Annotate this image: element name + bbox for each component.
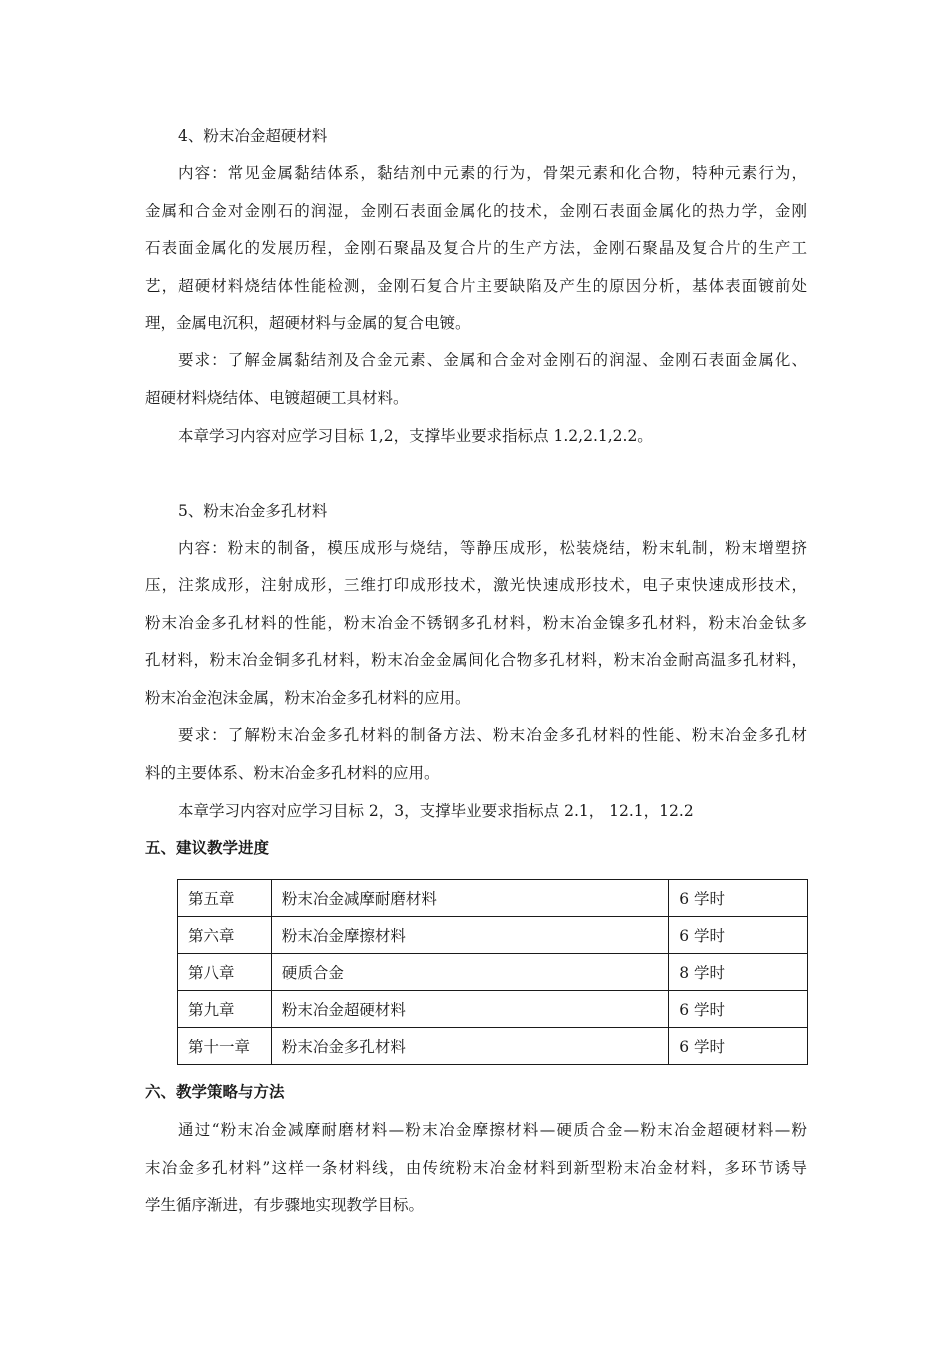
chapter-cell: 第六章 [178,917,272,954]
section4-content-line: 石表面金属化的发展历程，金刚石聚晶及复合片的生产方法，金刚石聚晶及复合片的生产工 [145,239,807,257]
section5-content-line: 压，注浆成形，注射成形，三维打印成形技术，激光快速成形技术，电子束快速成形技术， [145,576,807,594]
section5-objective: 本章学习内容对应学习目标 2，3，支撑毕业要求指标点 2.1， 12.1，12.2 [178,802,694,820]
chapter-cell: 第五章 [178,880,272,917]
heading-teaching-strategy: 六、教学策略与方法 [145,1082,285,1101]
hours-cell: 6 学时 [669,917,808,954]
schedule-table [177,879,808,1065]
chapter-cell: 第九章 [178,991,272,1028]
section4-objective: 本章学习内容对应学习目标 1,2，支撑毕业要求指标点 1.2,2.1,2.2。 [178,427,653,445]
section4-content-line: 金属和合金对金刚石的润湿，金刚石表面金属化的技术，金刚石表面金属化的热力学，金刚 [145,202,807,220]
table-row [178,1028,808,1065]
section5-requirement-line: 要求：了解粉末冶金多孔材料的制备方法、粉末冶金多孔材料的性能、粉末冶金多孔材 [178,726,807,744]
hours-cell: 6 学时 [669,1028,808,1065]
section5-title: 5、粉末冶金多孔材料 [178,502,328,520]
table-row [178,991,808,1028]
topic-cell: 硬质合金 [271,954,668,991]
chapter-cell: 第十一章 [178,1028,272,1065]
section5-content-line: 内容：粉末的制备，模压成形与烧结，等静压成形，松装烧结，粉末轧制，粉末增塑挤 [178,539,807,557]
section5-requirement-line: 料的主要体系、粉末冶金多孔材料的应用。 [145,764,440,782]
section4-content-line: 理，金属电沉积，超硬材料与金属的复合电镀。 [145,314,471,332]
section5-content-line: 粉末冶金泡沫金属，粉末冶金多孔材料的应用。 [145,689,471,707]
section5-content-line: 粉末冶金多孔材料的性能，粉末冶金不锈钢多孔材料，粉末冶金镍多孔材料，粉末冶金钛多 [145,614,807,632]
table-row [178,954,808,991]
section4-title: 4、粉末冶金超硬材料 [178,127,328,145]
hours-cell: 8 学时 [669,954,808,991]
table-row [178,917,808,954]
hours-cell: 6 学时 [669,880,808,917]
strategy-line: 末冶金多孔材料”这样一条材料线，由传统粉末冶金材料到新型粉末冶金材料，多环节诱导 [145,1159,807,1177]
topic-cell: 粉末冶金摩擦材料 [271,917,668,954]
chapter-cell: 第八章 [178,954,272,991]
heading-teaching-schedule: 五、建议教学进度 [145,838,270,857]
table-row [178,880,808,917]
topic-cell: 粉末冶金减摩耐磨材料 [271,880,668,917]
section4-requirement-line: 要求：了解金属黏结剂及合金元素、金属和合金对金刚石的润湿、金刚石表面金属化、 [178,351,807,369]
section4-content-line: 艺，超硬材料烧结体性能检测，金刚石复合片主要缺陷及产生的原因分析，基体表面镀前处 [145,277,807,295]
strategy-line: 学生循序渐进，有步骤地实现教学目标。 [145,1196,425,1214]
topic-cell: 粉末冶金超硬材料 [271,991,668,1028]
topic-cell: 粉末冶金多孔材料 [271,1028,668,1065]
section4-content-line: 内容：常见金属黏结体系，黏结剂中元素的行为，骨架元素和化合物，特种元素行为， [178,164,807,182]
strategy-line: 通过“粉末冶金减摩耐磨材料—粉末冶金摩擦材料—硬质合金—粉末冶金超硬材料—粉 [178,1121,807,1139]
section5-content-line: 孔材料，粉末冶金铜多孔材料，粉末冶金金属间化合物多孔材料，粉末冶金耐高温多孔材料， [145,651,807,669]
section4-requirement-line: 超硬材料烧结体、电镀超硬工具材料。 [145,389,409,407]
hours-cell: 6 学时 [669,991,808,1028]
